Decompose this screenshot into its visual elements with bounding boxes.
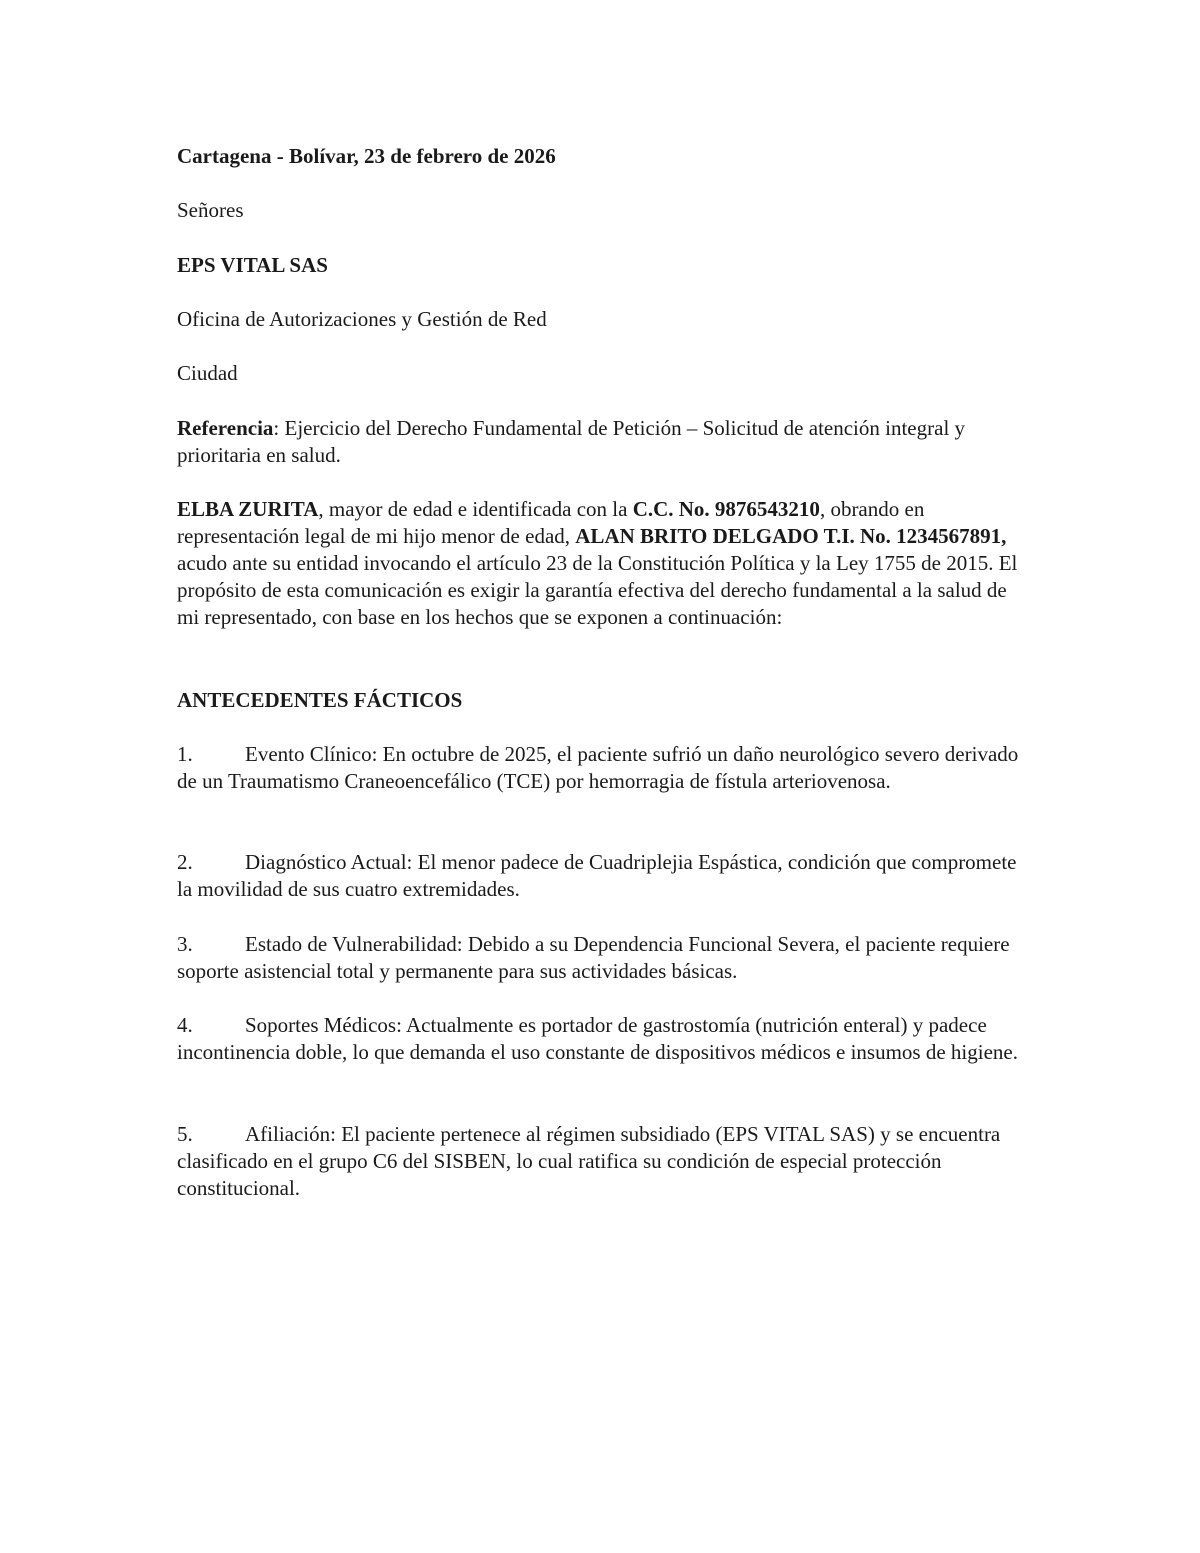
recipient-name: EPS VITAL SAS xyxy=(177,253,328,277)
fact-item xyxy=(177,741,1032,795)
petitioner-name: ELBA ZURITA xyxy=(177,497,319,521)
fact-item xyxy=(177,849,1032,903)
intro-text-2: , obrando en representación legal de mi hijo menor de edad, xyxy=(177,497,925,548)
intro-text-1: , mayor de edad e identificada con la xyxy=(318,497,633,521)
reference-paragraph xyxy=(177,415,1032,469)
petitioner-id: C.C. No. 9876543210 xyxy=(632,497,820,521)
fact-number: 4. xyxy=(177,1013,193,1037)
reference-label: Referencia xyxy=(177,416,274,440)
fact-text: Estado de Vulnerabilidad: Debido a su Dependencia Funcional Severa, el paciente requiere soporte asistencial total y permanente para sus actividades básicas. xyxy=(177,932,1010,983)
fact-number: 3. xyxy=(177,932,193,956)
section-title: ANTECEDENTES FÁCTICOS xyxy=(177,688,463,712)
fact-number: 2. xyxy=(177,850,193,874)
fact-item xyxy=(177,1012,1032,1066)
fact-text: Afiliación: El paciente pertenece al régimen subsidiado (EPS VITAL SAS) y se encuentra clasificado en el grupo C6 del SISBEN, lo cual ratifica su condición de especial protección constitucional. xyxy=(177,1122,1001,1200)
fact-item xyxy=(177,931,1032,985)
fact-text: Soportes Médicos: Actualmente es portador de gastrostomía (nutrición enteral) y padece incontinencia doble, lo que demanda el uso constante de dispositivos médicos e insumos de higiene. xyxy=(177,1013,1018,1064)
recipient-city: Ciudad xyxy=(177,361,238,385)
reference-text: : Ejercicio del Derecho Fundamental de Petición – Solicitud de atención integral y prioritaria en salud. xyxy=(177,416,966,467)
intro-text-3: acudo ante su entidad invocando el artículo 23 de la Constitución Política y la Ley 1755 de 2015. El propósito de esta comunicación es exigir la garantía efectiva del derecho fundamental a la salud de mi representado, con base en los hechos que se exponen a continuación: xyxy=(177,551,1018,629)
recipient-office: Oficina de Autorizaciones y Gestión de Red xyxy=(177,307,547,331)
fact-text: Diagnóstico Actual: El menor padece de Cuadriplejia Espástica, condición que compromete la movilidad de sus cuatro extremidades. xyxy=(177,850,1017,901)
minor-name-id: ALAN BRITO DELGADO T.I. No. 1234567891, xyxy=(575,524,1007,548)
fact-text: Evento Clínico: En octubre de 2025, el paciente sufrió un daño neurológico severo derivado de un Traumatismo Craneoencefálico (TCE) por hemorragia de fístula arteriovenosa. xyxy=(177,742,1019,793)
date-line: Cartagena - Bolívar, 23 de febrero de 2026 xyxy=(177,144,556,168)
fact-item xyxy=(177,1121,1032,1202)
intro-paragraph xyxy=(177,496,1032,631)
fact-number: 1. xyxy=(177,742,193,766)
fact-number: 5. xyxy=(177,1122,193,1146)
salutation: Señores xyxy=(177,198,244,222)
